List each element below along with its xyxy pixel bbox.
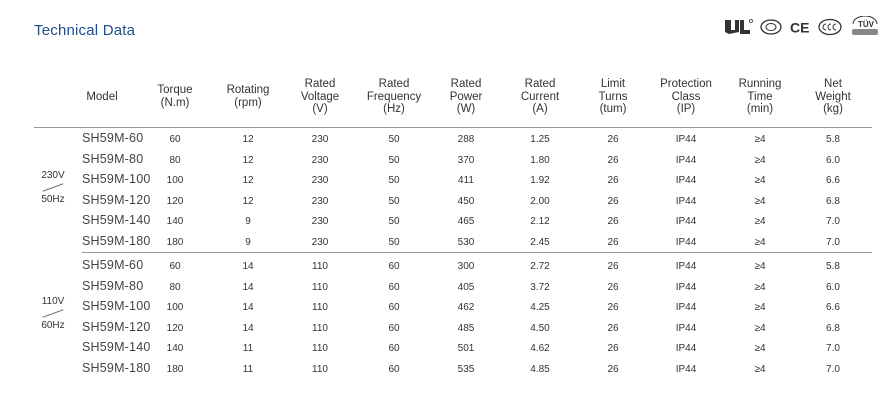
- certification-marks: [723, 16, 881, 38]
- column-header-line: Frequency: [366, 90, 422, 103]
- cell-frequency: 50: [388, 134, 400, 145]
- cell-current: 4.62: [530, 343, 550, 355]
- cell-turns: 26: [607, 322, 619, 334]
- ccc-mark-icon: [817, 18, 843, 36]
- cell-power: 530: [457, 237, 475, 248]
- cell-rotating: 12: [242, 195, 254, 207]
- cell-weight: 6.8: [826, 195, 840, 207]
- table-row: [0, 192, 895, 212]
- cell-rotating: 14: [242, 322, 254, 334]
- column-header-line: Protection: [660, 78, 712, 90]
- cell-power: 535: [457, 364, 475, 375]
- column-header-line: (W): [456, 103, 476, 115]
- cell-rotating: 12: [242, 175, 254, 187]
- cell-voltage: 230: [311, 195, 329, 207]
- cell-running: ≥4: [754, 134, 766, 145]
- cell-current: 2.00: [530, 195, 550, 207]
- cell-current: 1.25: [530, 134, 550, 145]
- column-header-line: (IP): [676, 103, 696, 115]
- column-header-line: Time: [747, 90, 773, 103]
- cell-protection: IP44: [675, 364, 697, 375]
- table-row: [0, 339, 895, 359]
- cell-power: 288: [457, 134, 475, 145]
- cell-running: ≥4: [754, 216, 766, 228]
- table-row: [0, 298, 895, 318]
- svg-text:CE: CE: [790, 19, 810, 36]
- column-header-line: (N.m): [160, 96, 190, 109]
- table-row: [0, 319, 895, 339]
- cell-weight: 7.0: [826, 237, 840, 248]
- group-divider: [82, 252, 872, 253]
- cell-frequency: 60: [388, 343, 400, 355]
- table-row: [0, 151, 895, 171]
- cell-torque: 120: [166, 195, 184, 207]
- cell-torque: 80: [169, 281, 181, 293]
- group-frequency-label: 60Hz: [41, 320, 65, 331]
- table-row: [0, 233, 895, 253]
- cell-power: 411: [458, 175, 474, 187]
- column-header-line: Power: [449, 90, 483, 103]
- cell-power: 300: [457, 261, 475, 272]
- cell-weight: 6.0: [826, 281, 840, 293]
- cell-torque: 100: [166, 302, 184, 314]
- cell-frequency: 50: [388, 195, 400, 207]
- cell-turns: 26: [607, 343, 619, 355]
- cell-power: 485: [457, 322, 475, 334]
- cell-power: 462: [457, 302, 475, 314]
- group-voltage-label: 110V: [41, 296, 65, 307]
- cell-model: SH59M-120: [82, 319, 151, 334]
- cell-frequency: 60: [388, 322, 400, 334]
- column-header-line: (A): [532, 103, 548, 115]
- cell-running: ≥4: [754, 343, 766, 355]
- cell-turns: 26: [607, 195, 619, 207]
- table-row: [0, 360, 895, 380]
- cell-protection: IP44: [675, 237, 697, 248]
- cell-protection: IP44: [675, 261, 697, 272]
- cell-running: ≥4: [754, 237, 766, 248]
- cell-power: 501: [457, 343, 475, 355]
- cell-weight: 7.0: [826, 364, 840, 375]
- cell-model: SH59M-180: [82, 234, 151, 248]
- cell-rotating: 9: [245, 216, 251, 228]
- cell-model: SH59M-140: [82, 340, 151, 355]
- cell-model: SH59M-180: [82, 361, 151, 375]
- column-header-line: Current: [520, 90, 560, 103]
- column-header-torque: [157, 84, 192, 109]
- cell-model: SH59M-80: [82, 278, 144, 293]
- column-header-power: [450, 78, 483, 116]
- cell-voltage: 230: [311, 216, 329, 228]
- cell-torque: 60: [169, 261, 181, 272]
- cell-rotating: 9: [245, 237, 251, 248]
- cell-rotating: 12: [242, 154, 254, 166]
- cell-frequency: 50: [388, 175, 400, 187]
- cell-frequency: 50: [388, 154, 400, 166]
- column-header-line: Rated: [524, 78, 556, 90]
- cell-model: SH59M-140: [82, 213, 151, 228]
- cell-model: SH59M-60: [82, 258, 144, 272]
- column-header-running: [739, 78, 782, 116]
- cell-model: SH59M-100: [82, 299, 151, 314]
- cell-current: 2.45: [530, 237, 550, 248]
- table-header: [0, 78, 895, 122]
- column-header-line: Torque: [157, 84, 193, 96]
- cell-weight: 6.0: [826, 154, 840, 166]
- cell-current: 4.50: [530, 322, 550, 334]
- cell-running: ≥4: [754, 302, 766, 314]
- vde-mark-icon: [759, 18, 783, 36]
- ul-mark-icon: [723, 18, 753, 36]
- column-header-line: Rated: [450, 78, 482, 90]
- column-header-line: Voltage: [300, 90, 340, 103]
- cell-frequency: 60: [388, 281, 400, 293]
- column-header-line: Turns: [598, 90, 628, 103]
- svg-text:TÜV: TÜV: [858, 20, 874, 29]
- cell-current: 3.72: [530, 281, 550, 293]
- cell-current: 2.72: [530, 261, 550, 272]
- cell-weight: 7.0: [826, 216, 840, 228]
- cell-rotating: 14: [242, 281, 254, 293]
- cell-running: ≥4: [754, 261, 766, 272]
- cell-torque: 140: [166, 343, 184, 355]
- cell-current: 1.80: [530, 154, 550, 166]
- cell-torque: 140: [166, 216, 184, 228]
- cell-current: 4.25: [530, 302, 550, 314]
- cell-turns: 26: [607, 216, 619, 228]
- cell-rotating: 14: [242, 302, 254, 314]
- column-header-turns: [599, 78, 628, 116]
- cell-torque: 100: [166, 175, 184, 187]
- column-header-line: Rotating: [226, 84, 270, 96]
- cell-weight: 7.0: [826, 343, 840, 355]
- cell-weight: 6.6: [826, 302, 840, 314]
- column-header-line: Rated: [378, 78, 410, 90]
- cell-voltage: 110: [312, 281, 328, 293]
- column-header-line: (V): [312, 103, 328, 115]
- column-header-line: Class: [671, 90, 701, 103]
- cell-weight: 5.8: [826, 134, 840, 145]
- cell-voltage: 110: [312, 302, 328, 314]
- cell-voltage: 110: [312, 343, 328, 355]
- cell-torque: 80: [169, 154, 181, 166]
- cell-running: ≥4: [754, 154, 766, 166]
- cell-turns: 26: [607, 237, 619, 248]
- cell-torque: 120: [166, 322, 184, 334]
- cell-frequency: 50: [388, 216, 400, 228]
- cell-voltage: 230: [311, 175, 329, 187]
- cell-protection: IP44: [675, 322, 697, 334]
- cell-turns: 26: [607, 134, 619, 145]
- cell-running: ≥4: [754, 364, 766, 375]
- cell-protection: IP44: [675, 216, 697, 228]
- group-frequency-label: 50Hz: [41, 194, 65, 205]
- cell-weight: 6.8: [826, 322, 840, 334]
- table-row: [0, 212, 895, 232]
- column-header-line: (tum): [599, 103, 627, 115]
- cell-torque: 180: [166, 364, 184, 375]
- column-header-line: Rated: [304, 78, 336, 90]
- cell-model: SH59M-60: [82, 131, 144, 145]
- cell-running: ≥4: [754, 322, 766, 334]
- column-header-weight: [815, 78, 851, 116]
- cell-protection: IP44: [675, 281, 697, 293]
- cell-voltage: 230: [311, 154, 329, 166]
- page-title: Technical Data: [34, 22, 136, 39]
- cell-model: SH59M-120: [82, 192, 151, 207]
- cell-power: 450: [457, 195, 475, 207]
- cell-voltage: 110: [312, 322, 328, 334]
- cell-turns: 26: [607, 281, 619, 293]
- cell-current: 2.12: [530, 216, 550, 228]
- cell-model: SH59M-80: [82, 151, 144, 166]
- column-header-model: [86, 91, 117, 104]
- cell-power: 405: [457, 281, 475, 293]
- cell-power: 465: [457, 216, 475, 228]
- cell-current: 1.92: [530, 175, 550, 187]
- cell-running: ≥4: [754, 175, 766, 187]
- column-header-line: Running: [738, 78, 782, 90]
- cell-voltage: 230: [311, 134, 329, 145]
- table-row: [0, 278, 895, 298]
- column-header-voltage: [301, 78, 339, 116]
- cell-model: SH59M-100: [82, 172, 151, 187]
- cell-torque: 180: [166, 237, 184, 248]
- column-header-line: Limit: [600, 78, 626, 90]
- cell-rotating: 12: [242, 134, 254, 145]
- cell-voltage: 110: [312, 261, 328, 272]
- cell-protection: IP44: [675, 175, 697, 187]
- column-header-line: (min): [746, 103, 774, 115]
- column-header-protection: [660, 78, 712, 116]
- cell-frequency: 60: [388, 302, 400, 314]
- cell-rotating: 14: [242, 261, 254, 272]
- cell-protection: IP44: [675, 343, 697, 355]
- cell-frequency: 60: [388, 364, 400, 375]
- table-row: [0, 257, 895, 277]
- column-header-current: [521, 78, 559, 116]
- table-row: [0, 130, 895, 150]
- column-header-line: (Hz): [383, 103, 405, 115]
- cell-voltage: 110: [312, 364, 328, 375]
- cell-frequency: 60: [388, 261, 400, 272]
- ce-mark-icon: [789, 18, 811, 36]
- column-header-line: Net: [824, 78, 842, 90]
- column-header-line: (rpm): [234, 96, 262, 109]
- column-header-frequency: [367, 78, 421, 116]
- table-row: [0, 171, 895, 191]
- cell-voltage: 230: [311, 237, 329, 248]
- cell-protection: IP44: [675, 134, 697, 145]
- cell-turns: 26: [607, 302, 619, 314]
- cell-frequency: 50: [388, 237, 400, 248]
- cell-protection: IP44: [675, 302, 697, 314]
- cell-protection: IP44: [675, 154, 697, 166]
- tuv-mark-icon: [849, 16, 881, 38]
- column-header-line: Model: [86, 91, 118, 103]
- cell-turns: 26: [607, 154, 619, 166]
- column-header-rotating: [227, 84, 270, 109]
- cell-torque: 60: [169, 134, 181, 145]
- column-header-line: Weight: [815, 90, 851, 103]
- cell-current: 4.85: [530, 364, 550, 375]
- cell-turns: 26: [607, 175, 619, 187]
- column-header-line: (kg): [823, 103, 843, 115]
- cell-weight: 5.8: [826, 261, 840, 272]
- cell-running: ≥4: [754, 195, 766, 207]
- group-voltage-label: 230V: [41, 170, 65, 181]
- header-divider: [34, 127, 872, 128]
- cell-running: ≥4: [754, 281, 766, 293]
- cell-weight: 6.6: [826, 175, 840, 187]
- cell-protection: IP44: [675, 195, 697, 207]
- cell-turns: 26: [607, 261, 619, 272]
- cell-rotating: 11: [242, 364, 254, 375]
- cell-power: 370: [457, 154, 475, 166]
- cell-rotating: 11: [242, 343, 254, 355]
- cell-turns: 26: [607, 364, 619, 375]
